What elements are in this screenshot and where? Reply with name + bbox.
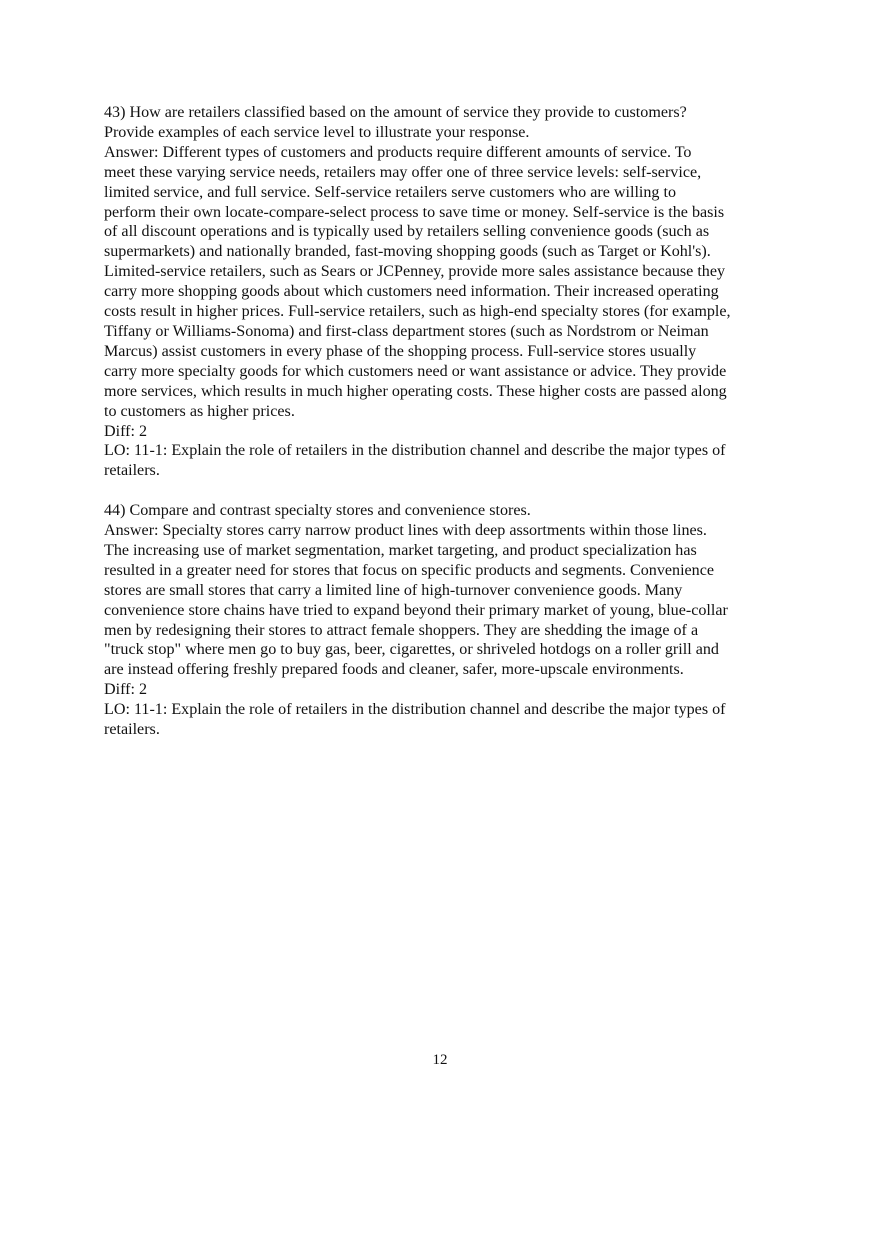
- learning-objective-line: LO: 11-1: Explain the role of retailers in the distribution channel and describe the major types of: [104, 442, 726, 460]
- question-line: 43) How are retailers classified based on the amount of service they provide to customers?: [104, 104, 687, 121]
- answer-line: Answer: Specialty stores carry narrow product lines with deep assortments within those lines.: [104, 522, 707, 540]
- answer-line: of all discount operations and is typically used by retailers selling convenience goods (such as: [104, 223, 710, 241]
- answer-line: Marcus) assist customers in every phase of the shopping process. Full-service stores usually: [104, 342, 697, 360]
- learning-objective-line: retailers.: [104, 462, 160, 480]
- answer-line: Limited-service retailers, such as Sears or JCPenney, provide more sales assistance because they: [104, 263, 726, 281]
- answer-line: are instead offering freshly prepared foods and cleaner, safer, more-upscale environments.: [104, 661, 684, 679]
- learning-objective-line: retailers.: [104, 721, 160, 739]
- answer-line: carry more specialty goods for which customers need or want assistance or advice. They provide: [104, 362, 727, 380]
- question-line: 44) Compare and contrast specialty stores and convenience stores.: [104, 502, 531, 520]
- page-content: [104, 103, 780, 740]
- page-number: 12: [432, 1052, 448, 1068]
- answer-line: stores are small stores that carry a limited line of high-turnover convenience goods. Many: [104, 581, 683, 599]
- answer-line: meet these varying service needs, retailers may offer one of three service levels: self-service,: [104, 163, 702, 181]
- answer-line: resulted in a greater need for stores that focus on specific products and segments. Convenience: [104, 561, 715, 579]
- answer-line: supermarkets) and nationally branded, fast-moving shopping goods (such as Target or Kohl's).: [104, 243, 711, 261]
- question-text: [104, 501, 780, 521]
- question-block: [104, 103, 780, 481]
- answer-line: to customers as higher prices.: [104, 402, 295, 420]
- learning-objective: [104, 700, 780, 740]
- answer-line: The increasing use of market segmentation, market targeting, and product specialization has: [104, 541, 697, 559]
- answer-line: limited service, and full service. Self-service retailers serve customers who are willing to: [104, 183, 677, 201]
- question-line: Provide examples of each service level to illustrate your response.: [104, 123, 530, 141]
- difficulty-label: Diff: 2: [104, 422, 148, 440]
- answer-line: men by redesigning their stores to attract female shoppers. They are shedding the image of a: [104, 621, 699, 639]
- question-block: [104, 501, 780, 740]
- answer-line: Tiffany or Williams-Sonoma) and first-class department stores (such as Nordstrom or Neiman: [104, 322, 709, 340]
- answer-text: [104, 521, 780, 680]
- answer-line: carry more shopping goods about which customers need information. Their increased operating: [104, 283, 719, 301]
- block-spacer: [104, 481, 780, 501]
- answer-line: convenience store chains have tried to expand beyond their primary market of young, blue-collar: [104, 601, 728, 619]
- answer-line: more services, which results in much higher operating costs. These higher costs are passed along: [104, 382, 727, 400]
- question-text: [104, 103, 780, 143]
- difficulty-label: Diff: 2: [104, 681, 148, 699]
- learning-objective: [104, 441, 780, 481]
- learning-objective-line: LO: 11-1: Explain the role of retailers in the distribution channel and describe the major types of: [104, 701, 726, 719]
- answer-line: Answer: Different types of customers and products require different amounts of service. To: [104, 143, 692, 161]
- answer-line: "truck stop" where men go to buy gas, beer, cigarettes, or shriveled hotdogs on a roller grill and: [104, 641, 719, 659]
- answer-text: [104, 143, 780, 422]
- answer-line: perform their own locate-compare-select process to save time or money. Self-service is the basis: [104, 203, 725, 221]
- answer-line: costs result in higher prices. Full-service retailers, such as high-end specialty stores (for example,: [104, 303, 731, 321]
